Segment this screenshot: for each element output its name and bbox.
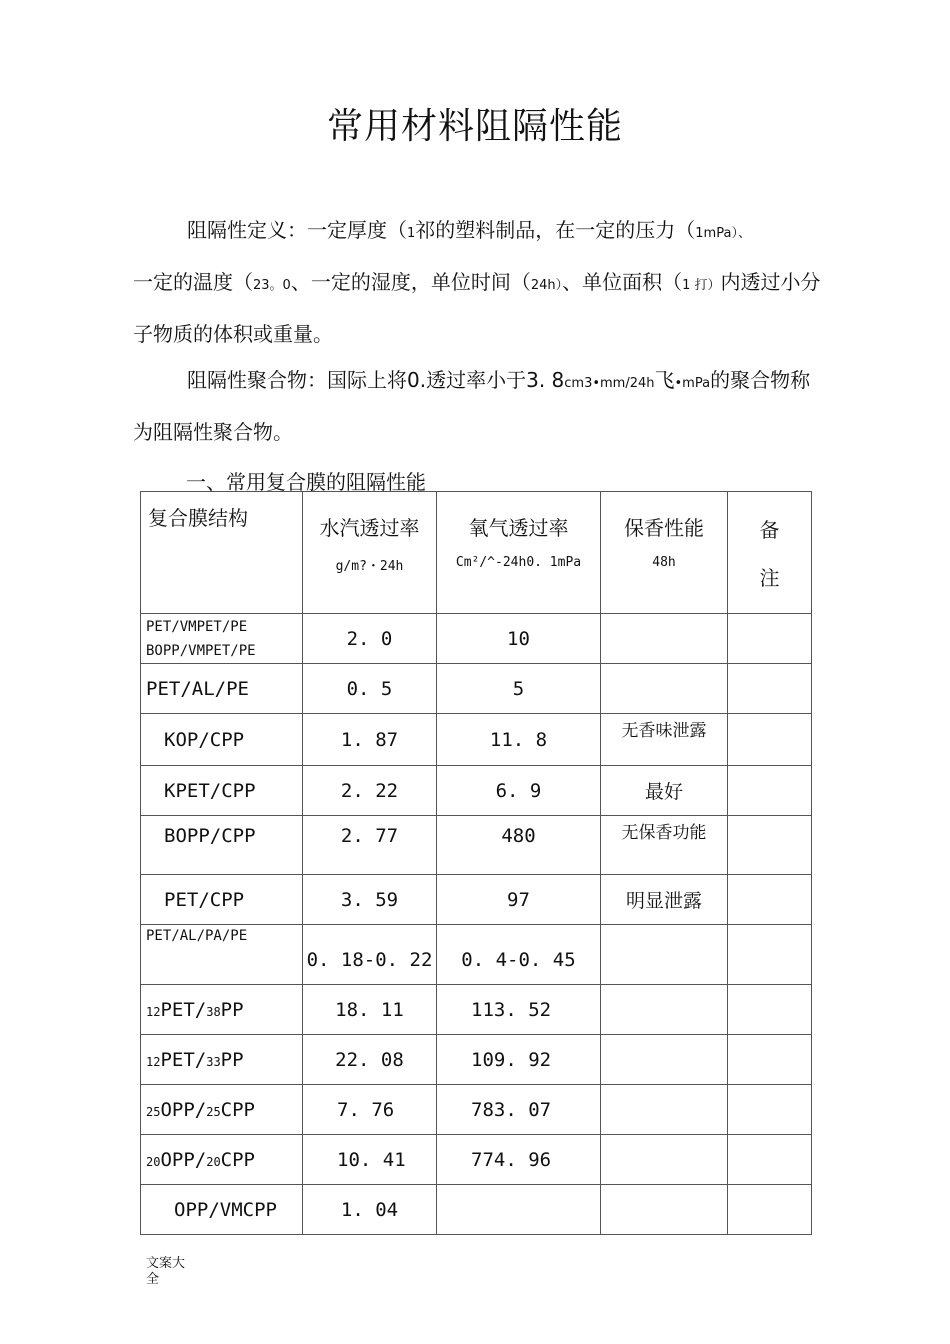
cell-water: 2. 77 xyxy=(303,816,437,875)
cell-oxygen: 6. 9 xyxy=(437,766,601,816)
definition-small: 24h） xyxy=(530,278,563,293)
cell-water: 10. 41 xyxy=(303,1135,437,1185)
definition-paragraph xyxy=(133,206,823,359)
polymer-small: •mPa xyxy=(674,376,711,391)
cell-oxygen: 5 xyxy=(437,664,601,714)
structure-text: OPP/ xyxy=(160,1148,207,1171)
barrier-table xyxy=(140,491,812,1235)
cell-structure: PET/AL/PA/PE xyxy=(141,925,303,985)
table-row xyxy=(141,985,812,1035)
footer-text: 文案大全 xyxy=(146,1256,186,1287)
cell-aroma xyxy=(601,985,728,1035)
cell-note xyxy=(728,1135,812,1185)
header-oxygen-label: 氧气透过率 xyxy=(468,516,569,540)
table-row xyxy=(141,816,812,875)
table-row xyxy=(141,766,812,816)
cell-aroma xyxy=(601,1035,728,1085)
cell-oxygen: 774. 96 xyxy=(437,1135,601,1185)
definition-text: 、单位面积（ xyxy=(562,270,683,294)
table-row xyxy=(141,664,812,714)
header-note-1: 备 xyxy=(759,518,780,542)
definition-small: 1 打） xyxy=(682,278,721,293)
cell-note xyxy=(728,664,812,714)
cell-water: 7. 76 xyxy=(303,1085,437,1135)
cell-water: 0. 5 xyxy=(303,664,437,714)
cell-structure xyxy=(141,1135,303,1185)
cell-structure: PET/CPP xyxy=(141,875,303,925)
header-note xyxy=(728,492,812,614)
header-structure: 复合膜结构 xyxy=(141,492,303,614)
cell-note xyxy=(728,614,812,664)
header-water xyxy=(303,492,437,614)
cell-oxygen: 480 xyxy=(437,816,601,875)
structure-sub: 12 xyxy=(146,1004,161,1019)
cell-oxygen: 109. 92 xyxy=(437,1035,601,1085)
structure-line: PET/VMPET/PE xyxy=(146,618,248,635)
definition-text: 阻隔性定义：一定厚度（ xyxy=(187,218,407,242)
cell-aroma xyxy=(601,1085,728,1135)
cell-structure: BOPP/CPP xyxy=(141,816,303,875)
cell-water: 1. 87 xyxy=(303,714,437,766)
polymer-small: cm3•mm/24h xyxy=(564,376,655,391)
cell-aroma: 无香味泄露 xyxy=(601,714,728,766)
cell-structure xyxy=(141,614,303,664)
structure-text: PET/ xyxy=(160,1048,207,1071)
cell-water: 2. 0 xyxy=(303,614,437,664)
header-aroma xyxy=(601,492,728,614)
cell-note xyxy=(728,766,812,816)
cell-note xyxy=(728,1185,812,1235)
cell-oxygen: 0. 4-0. 45 xyxy=(437,925,601,985)
cell-water: 18. 11 xyxy=(303,985,437,1035)
cell-note xyxy=(728,1085,812,1135)
polymer-text: 飞 xyxy=(654,368,675,392)
structure-sub: 38 xyxy=(206,1004,221,1019)
header-aroma-unit: 48h xyxy=(652,555,676,570)
cell-structure xyxy=(141,1085,303,1135)
page-title: 常用材料阻隔性能 xyxy=(326,106,623,147)
cell-aroma xyxy=(601,1135,728,1185)
polymer-text: 的聚合物称为阻隔性聚合物。 xyxy=(133,368,811,444)
table-row xyxy=(141,1135,812,1185)
structure-sub: 20 xyxy=(206,1154,221,1169)
cell-structure xyxy=(141,985,303,1035)
definition-small: 1mPa）、 xyxy=(695,226,751,241)
cell-water: 2. 22 xyxy=(303,766,437,816)
definition-text: 祁的塑料制品，在一定的压力（ xyxy=(415,218,696,242)
cell-aroma xyxy=(601,925,728,985)
cell-aroma: 无保香功能 xyxy=(601,816,728,875)
header-note-2: 注 xyxy=(759,566,780,590)
definition-text: 、一定的湿度，单位时间（ xyxy=(290,270,531,294)
cell-note xyxy=(728,1035,812,1085)
table-row xyxy=(141,925,812,985)
structure-sub: 25 xyxy=(206,1104,221,1119)
header-oxygen xyxy=(437,492,601,614)
definition-small: 1 xyxy=(407,226,416,241)
table-row xyxy=(141,875,812,925)
definition-small: 23。0 xyxy=(253,278,291,293)
table-row xyxy=(141,714,812,766)
header-water-unit: g/m?・24h xyxy=(335,559,404,574)
cell-aroma xyxy=(601,1185,728,1235)
structure-sub: 25 xyxy=(146,1104,161,1119)
cell-aroma xyxy=(601,614,728,664)
cell-note xyxy=(728,816,812,875)
cell-structure: KOP/CPP xyxy=(141,714,303,766)
cell-structure: KPET/CPP xyxy=(141,766,303,816)
table-header-row xyxy=(141,492,812,614)
table-row xyxy=(141,614,812,664)
cell-oxygen: 113. 52 xyxy=(437,985,601,1035)
cell-water: 22. 08 xyxy=(303,1035,437,1085)
cell-structure: PET/AL/PE xyxy=(141,664,303,714)
structure-text: PP xyxy=(220,998,244,1021)
cell-note xyxy=(728,875,812,925)
cell-water: 1. 04 xyxy=(303,1185,437,1235)
cell-aroma xyxy=(601,664,728,714)
polymer-text: 0.透过率小于 xyxy=(407,368,527,392)
cell-oxygen xyxy=(437,1185,601,1235)
structure-line: BOPP/VMPET/PE xyxy=(146,642,256,659)
table-row xyxy=(141,1185,812,1235)
cell-aroma: 明显泄露 xyxy=(601,875,728,925)
definition-text: 内透过小分子物质的体积或重量。 xyxy=(133,270,821,346)
polymer-text: 3. 8 xyxy=(526,368,565,392)
structure-text: PET/ xyxy=(160,998,207,1021)
cell-note xyxy=(728,925,812,985)
section-title: 一、常用复合膜的阻隔性能 xyxy=(186,470,426,494)
structure-text: CPP xyxy=(220,1098,255,1121)
table-row xyxy=(141,1035,812,1085)
cell-aroma: 最好 xyxy=(601,766,728,816)
cell-note xyxy=(728,985,812,1035)
cell-structure: OPP/VMCPP xyxy=(141,1185,303,1235)
structure-text: OPP/ xyxy=(160,1098,207,1121)
cell-water: 0. 18-0. 22 xyxy=(303,925,437,985)
cell-water: 3. 59 xyxy=(303,875,437,925)
cell-note xyxy=(728,714,812,766)
header-aroma-label: 保香性能 xyxy=(624,516,704,540)
table-row xyxy=(141,1085,812,1135)
cell-structure xyxy=(141,1035,303,1085)
structure-sub: 33 xyxy=(206,1054,221,1069)
structure-sub: 20 xyxy=(146,1154,161,1169)
header-oxygen-unit: Cm²/^-24h0. 1mPa xyxy=(455,555,582,570)
polymer-text: 阻隔性聚合物：国际上将 xyxy=(187,368,407,392)
polymer-paragraph xyxy=(133,356,823,457)
definition-text: 一定的温度（ xyxy=(133,270,253,294)
structure-text: CPP xyxy=(220,1148,255,1171)
cell-oxygen: 11. 8 xyxy=(437,714,601,766)
header-water-label: 水汽透过率 xyxy=(319,516,420,540)
structure-text: PP xyxy=(220,1048,244,1071)
cell-oxygen: 10 xyxy=(437,614,601,664)
cell-oxygen: 97 xyxy=(437,875,601,925)
structure-sub: 12 xyxy=(146,1054,161,1069)
cell-oxygen: 783. 07 xyxy=(437,1085,601,1135)
